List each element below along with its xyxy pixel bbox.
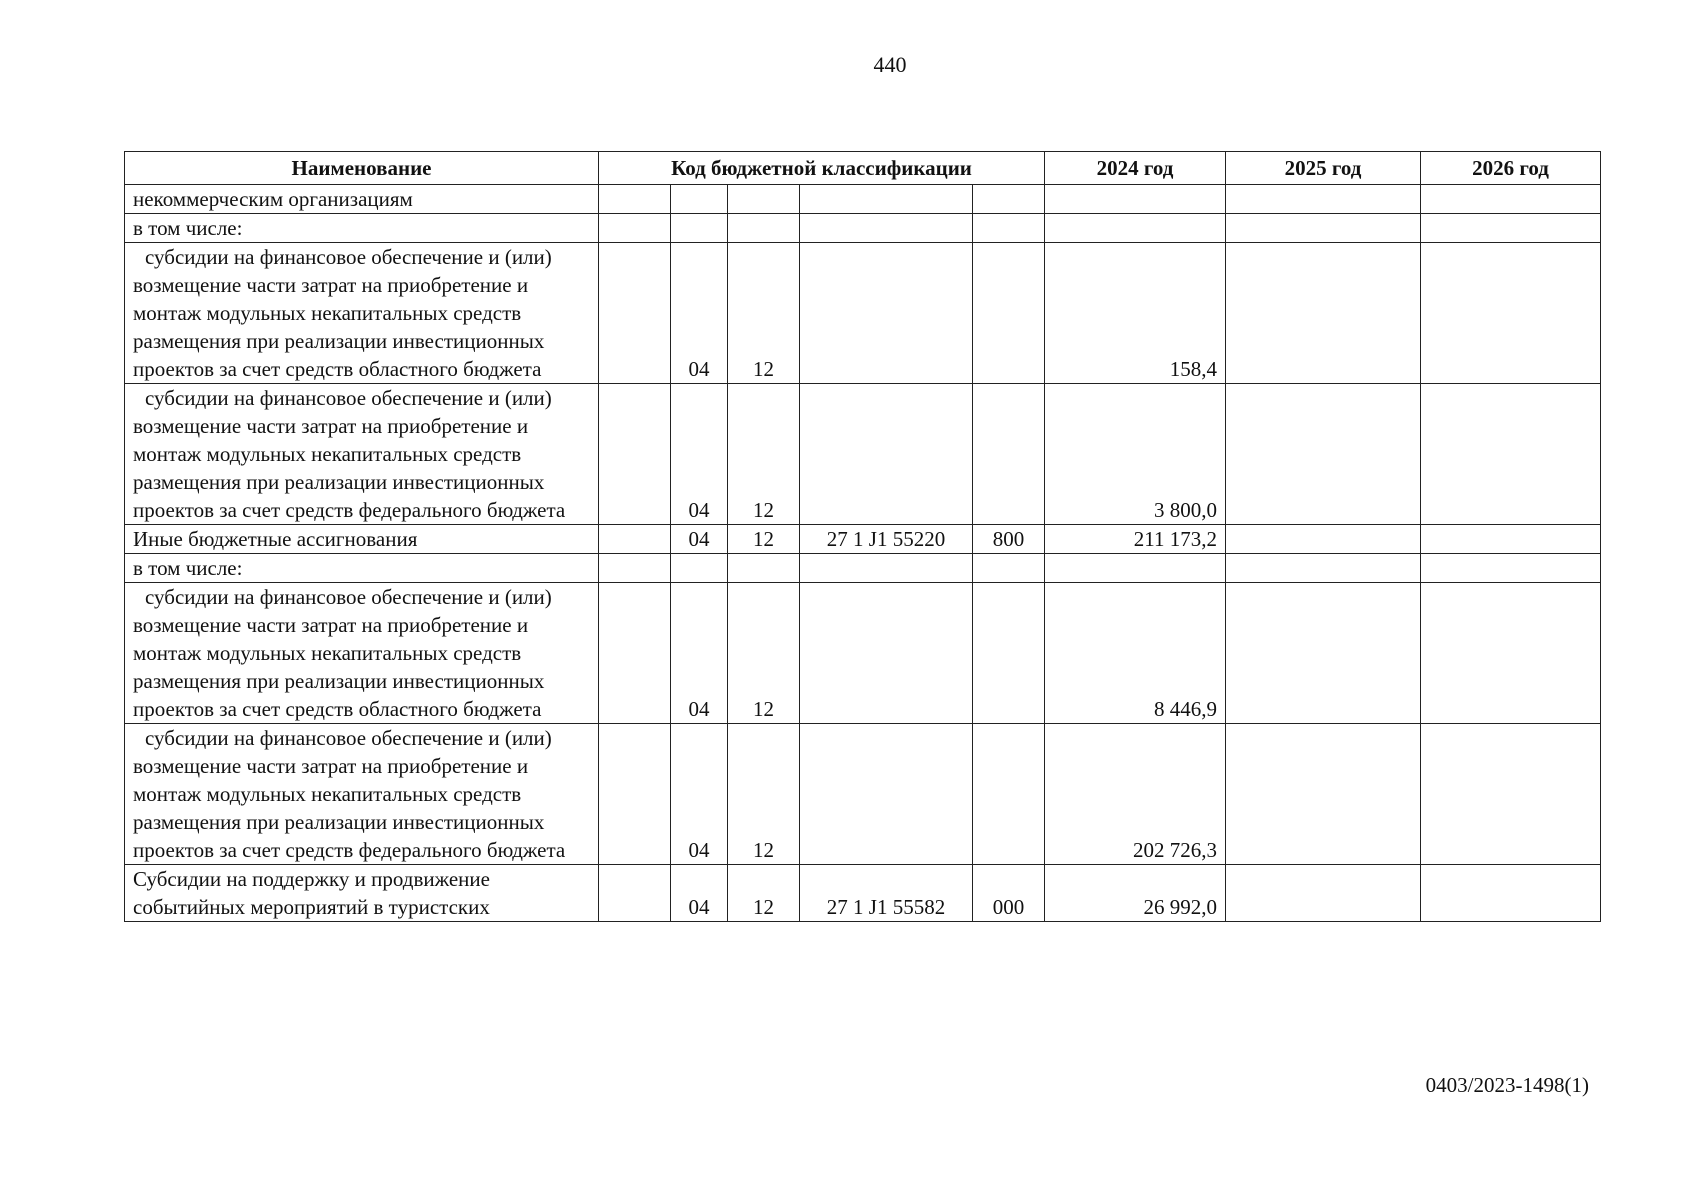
cell-subsection: [728, 185, 800, 214]
cell-expense-type: [973, 384, 1045, 525]
table-row: [125, 384, 1601, 525]
cell-2025: [1226, 214, 1421, 243]
cell-target-article: [800, 214, 973, 243]
table-body: [125, 185, 1601, 922]
cell-section: 04: [671, 384, 728, 525]
cell-name: субсидии на финансовое обеспечение и (или) возмещение части затрат на приобретение и монтаж модульных некапитальных средств размещения при реализации инвестиционных проектов за счет средств федерального бюджета: [125, 384, 599, 525]
header-2025: 2025 год: [1226, 152, 1421, 185]
cell-subsection: 12: [728, 384, 800, 525]
cell-target-article: [800, 243, 973, 384]
page-number: 440: [873, 52, 907, 77]
cell-code-1: [599, 214, 671, 243]
cell-target-article: [800, 185, 973, 214]
cell-2026: [1421, 384, 1601, 525]
cell-2025: [1226, 724, 1421, 865]
cell-section: [671, 214, 728, 243]
table-row: [125, 724, 1601, 865]
cell-name: субсидии на финансовое обеспечение и (или) возмещение части затрат на приобретение и монтаж модульных некапитальных средств размещения при реализации инвестиционных проектов за счет средств федерального бюджета: [125, 724, 599, 865]
cell-code-1: [599, 384, 671, 525]
cell-2026: [1421, 583, 1601, 724]
cell-2026: [1421, 243, 1601, 384]
cell-subsection: [728, 554, 800, 583]
cell-2025: [1226, 554, 1421, 583]
cell-code-1: [599, 583, 671, 724]
cell-target-article: [800, 554, 973, 583]
cell-2024: [1045, 554, 1226, 583]
cell-expense-type: [973, 214, 1045, 243]
cell-2026: [1421, 865, 1601, 922]
cell-code-1: [599, 185, 671, 214]
cell-subsection: 12: [728, 583, 800, 724]
cell-name: в том числе:: [125, 214, 599, 243]
header-budget-code: Код бюджетной классификации: [599, 152, 1045, 185]
table-row: [125, 185, 1601, 214]
cell-section: 04: [671, 525, 728, 554]
cell-2026: [1421, 554, 1601, 583]
cell-target-article: 27 1 J1 55582: [800, 865, 973, 922]
table-row: [125, 214, 1601, 243]
cell-name: в том числе:: [125, 554, 599, 583]
cell-code-1: [599, 865, 671, 922]
cell-target-article: [800, 384, 973, 525]
cell-target-article: 27 1 J1 55220: [800, 525, 973, 554]
cell-2026: [1421, 724, 1601, 865]
cell-name: некоммерческим организациям: [125, 185, 599, 214]
cell-2026: [1421, 185, 1601, 214]
table-row: [125, 583, 1601, 724]
cell-section: 04: [671, 724, 728, 865]
table-row: [125, 243, 1601, 384]
cell-2025: [1226, 583, 1421, 724]
header-2024: 2024 год: [1045, 152, 1226, 185]
cell-2024: [1045, 214, 1226, 243]
cell-code-1: [599, 525, 671, 554]
cell-2024: 211 173,2: [1045, 525, 1226, 554]
cell-2024: 26 992,0: [1045, 865, 1226, 922]
cell-expense-type: [973, 583, 1045, 724]
cell-name: Иные бюджетные ассигнования: [125, 525, 599, 554]
cell-2024: [1045, 185, 1226, 214]
document-code: 0403/2023-1498(1): [1425, 1073, 1589, 1097]
cell-2024: 158,4: [1045, 243, 1226, 384]
cell-2024: 202 726,3: [1045, 724, 1226, 865]
cell-section: 04: [671, 865, 728, 922]
cell-target-article: [800, 583, 973, 724]
cell-subsection: 12: [728, 243, 800, 384]
cell-expense-type: 000: [973, 865, 1045, 922]
cell-subsection: [728, 214, 800, 243]
cell-expense-type: [973, 724, 1045, 865]
cell-2025: [1226, 865, 1421, 922]
cell-subsection: 12: [728, 865, 800, 922]
header-name: Наименование: [125, 152, 599, 185]
cell-expense-type: [973, 554, 1045, 583]
table-row: [125, 865, 1601, 922]
cell-2024: 8 446,9: [1045, 583, 1226, 724]
cell-section: 04: [671, 583, 728, 724]
cell-2025: [1226, 525, 1421, 554]
cell-2025: [1226, 243, 1421, 384]
cell-2024: 3 800,0: [1045, 384, 1226, 525]
header-2026: 2026 год: [1421, 152, 1601, 185]
table-row: [125, 525, 1601, 554]
cell-expense-type: [973, 185, 1045, 214]
cell-2026: [1421, 214, 1601, 243]
cell-expense-type: 800: [973, 525, 1045, 554]
cell-2025: [1226, 185, 1421, 214]
cell-subsection: 12: [728, 525, 800, 554]
cell-code-1: [599, 243, 671, 384]
cell-name: субсидии на финансовое обеспечение и (или) возмещение части затрат на приобретение и монтаж модульных некапитальных средств размещения при реализации инвестиционных проектов за счет средств областного бюджета: [125, 243, 599, 384]
cell-section: [671, 554, 728, 583]
cell-target-article: [800, 724, 973, 865]
table-row: [125, 554, 1601, 583]
cell-code-1: [599, 554, 671, 583]
table-header-row: [125, 152, 1601, 185]
budget-table: [124, 151, 1601, 922]
cell-section: 04: [671, 243, 728, 384]
cell-2026: [1421, 525, 1601, 554]
cell-section: [671, 185, 728, 214]
cell-subsection: 12: [728, 724, 800, 865]
cell-code-1: [599, 724, 671, 865]
cell-name: Субсидии на поддержку и продвижение событийных мероприятий в туристских: [125, 865, 599, 922]
cell-2025: [1226, 384, 1421, 525]
cell-name: субсидии на финансовое обеспечение и (или) возмещение части затрат на приобретение и монтаж модульных некапитальных средств размещения при реализации инвестиционных проектов за счет средств областного бюджета: [125, 583, 599, 724]
cell-expense-type: [973, 243, 1045, 384]
